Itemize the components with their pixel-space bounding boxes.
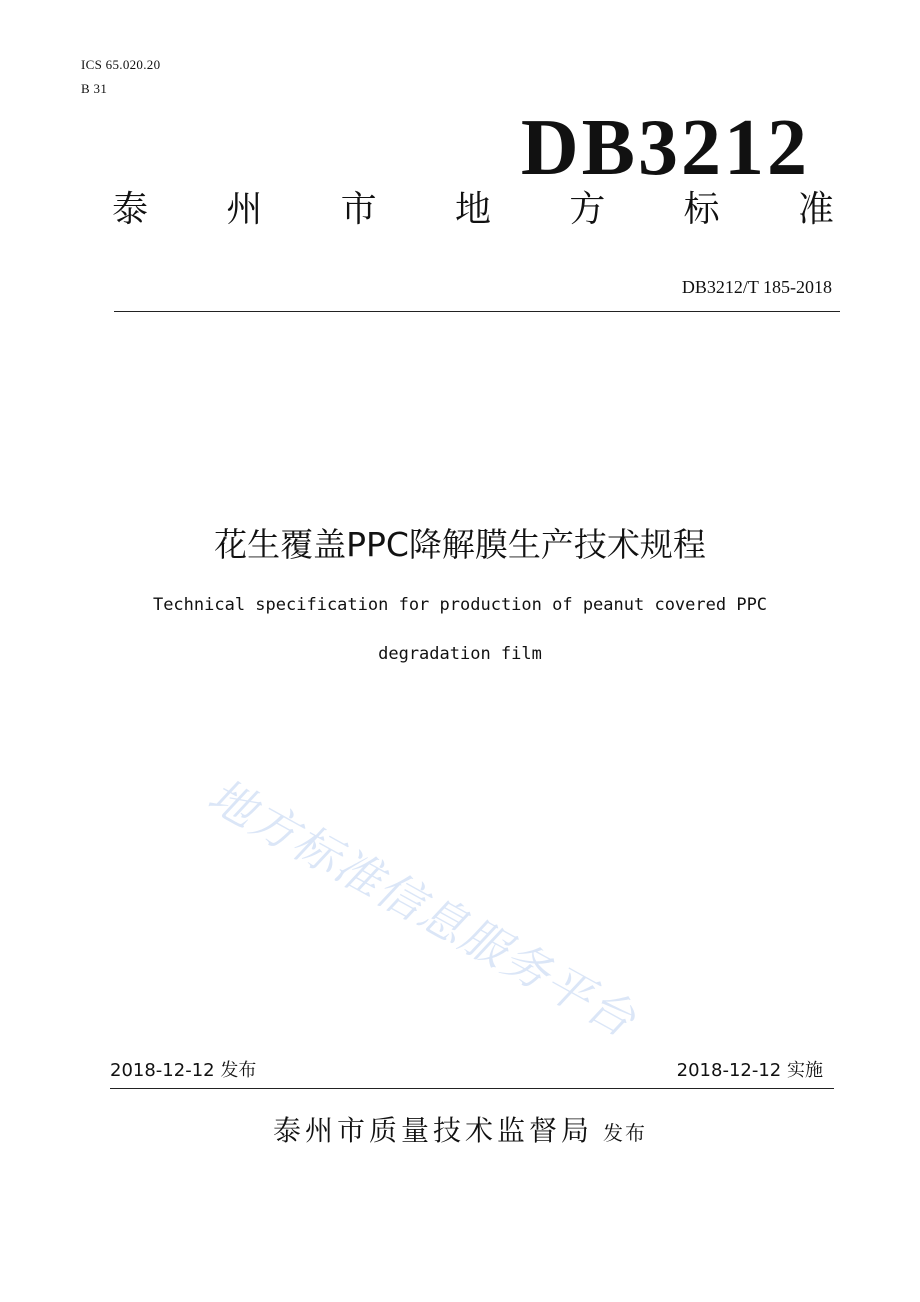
- document-title-chinese: 花生覆盖PPC降解膜生产技术规程: [214, 525, 706, 564]
- document-title-english-line1: Technical specification for production of peanut covered PPC: [152, 595, 768, 615]
- implementation-date: 2018-12-12 实施: [676, 1060, 823, 1081]
- header-divider: [114, 311, 840, 312]
- local-standard-char: 准: [797, 189, 834, 230]
- local-standard-char: 标: [683, 189, 720, 230]
- issuer-name: 泰州市质量技术监督局: [272, 1114, 593, 1147]
- standard-code-large: DB3212: [520, 104, 810, 192]
- ics-code: ICS 65.020.20: [81, 57, 161, 72]
- document-title-english-line2: degradation film: [378, 644, 542, 664]
- issued-label: 发布: [603, 1121, 647, 1145]
- standard-number: DB3212/T 185-2018: [681, 277, 832, 297]
- local-standard-char: 州: [226, 189, 263, 230]
- issue-date: 2018-12-12 发布: [110, 1060, 257, 1081]
- issuer-line: [0, 1111, 920, 1153]
- watermark: 地方标准信息服务平台: [199, 767, 646, 1048]
- local-standard-char: 市: [340, 189, 377, 230]
- local-standard-char: 泰: [112, 189, 149, 230]
- local-standard-char: 地: [454, 189, 491, 230]
- footer-divider: [110, 1088, 834, 1089]
- local-standard-char: 方: [569, 189, 606, 230]
- classification-code: B 31: [81, 81, 108, 96]
- local-standard-heading: [112, 188, 834, 232]
